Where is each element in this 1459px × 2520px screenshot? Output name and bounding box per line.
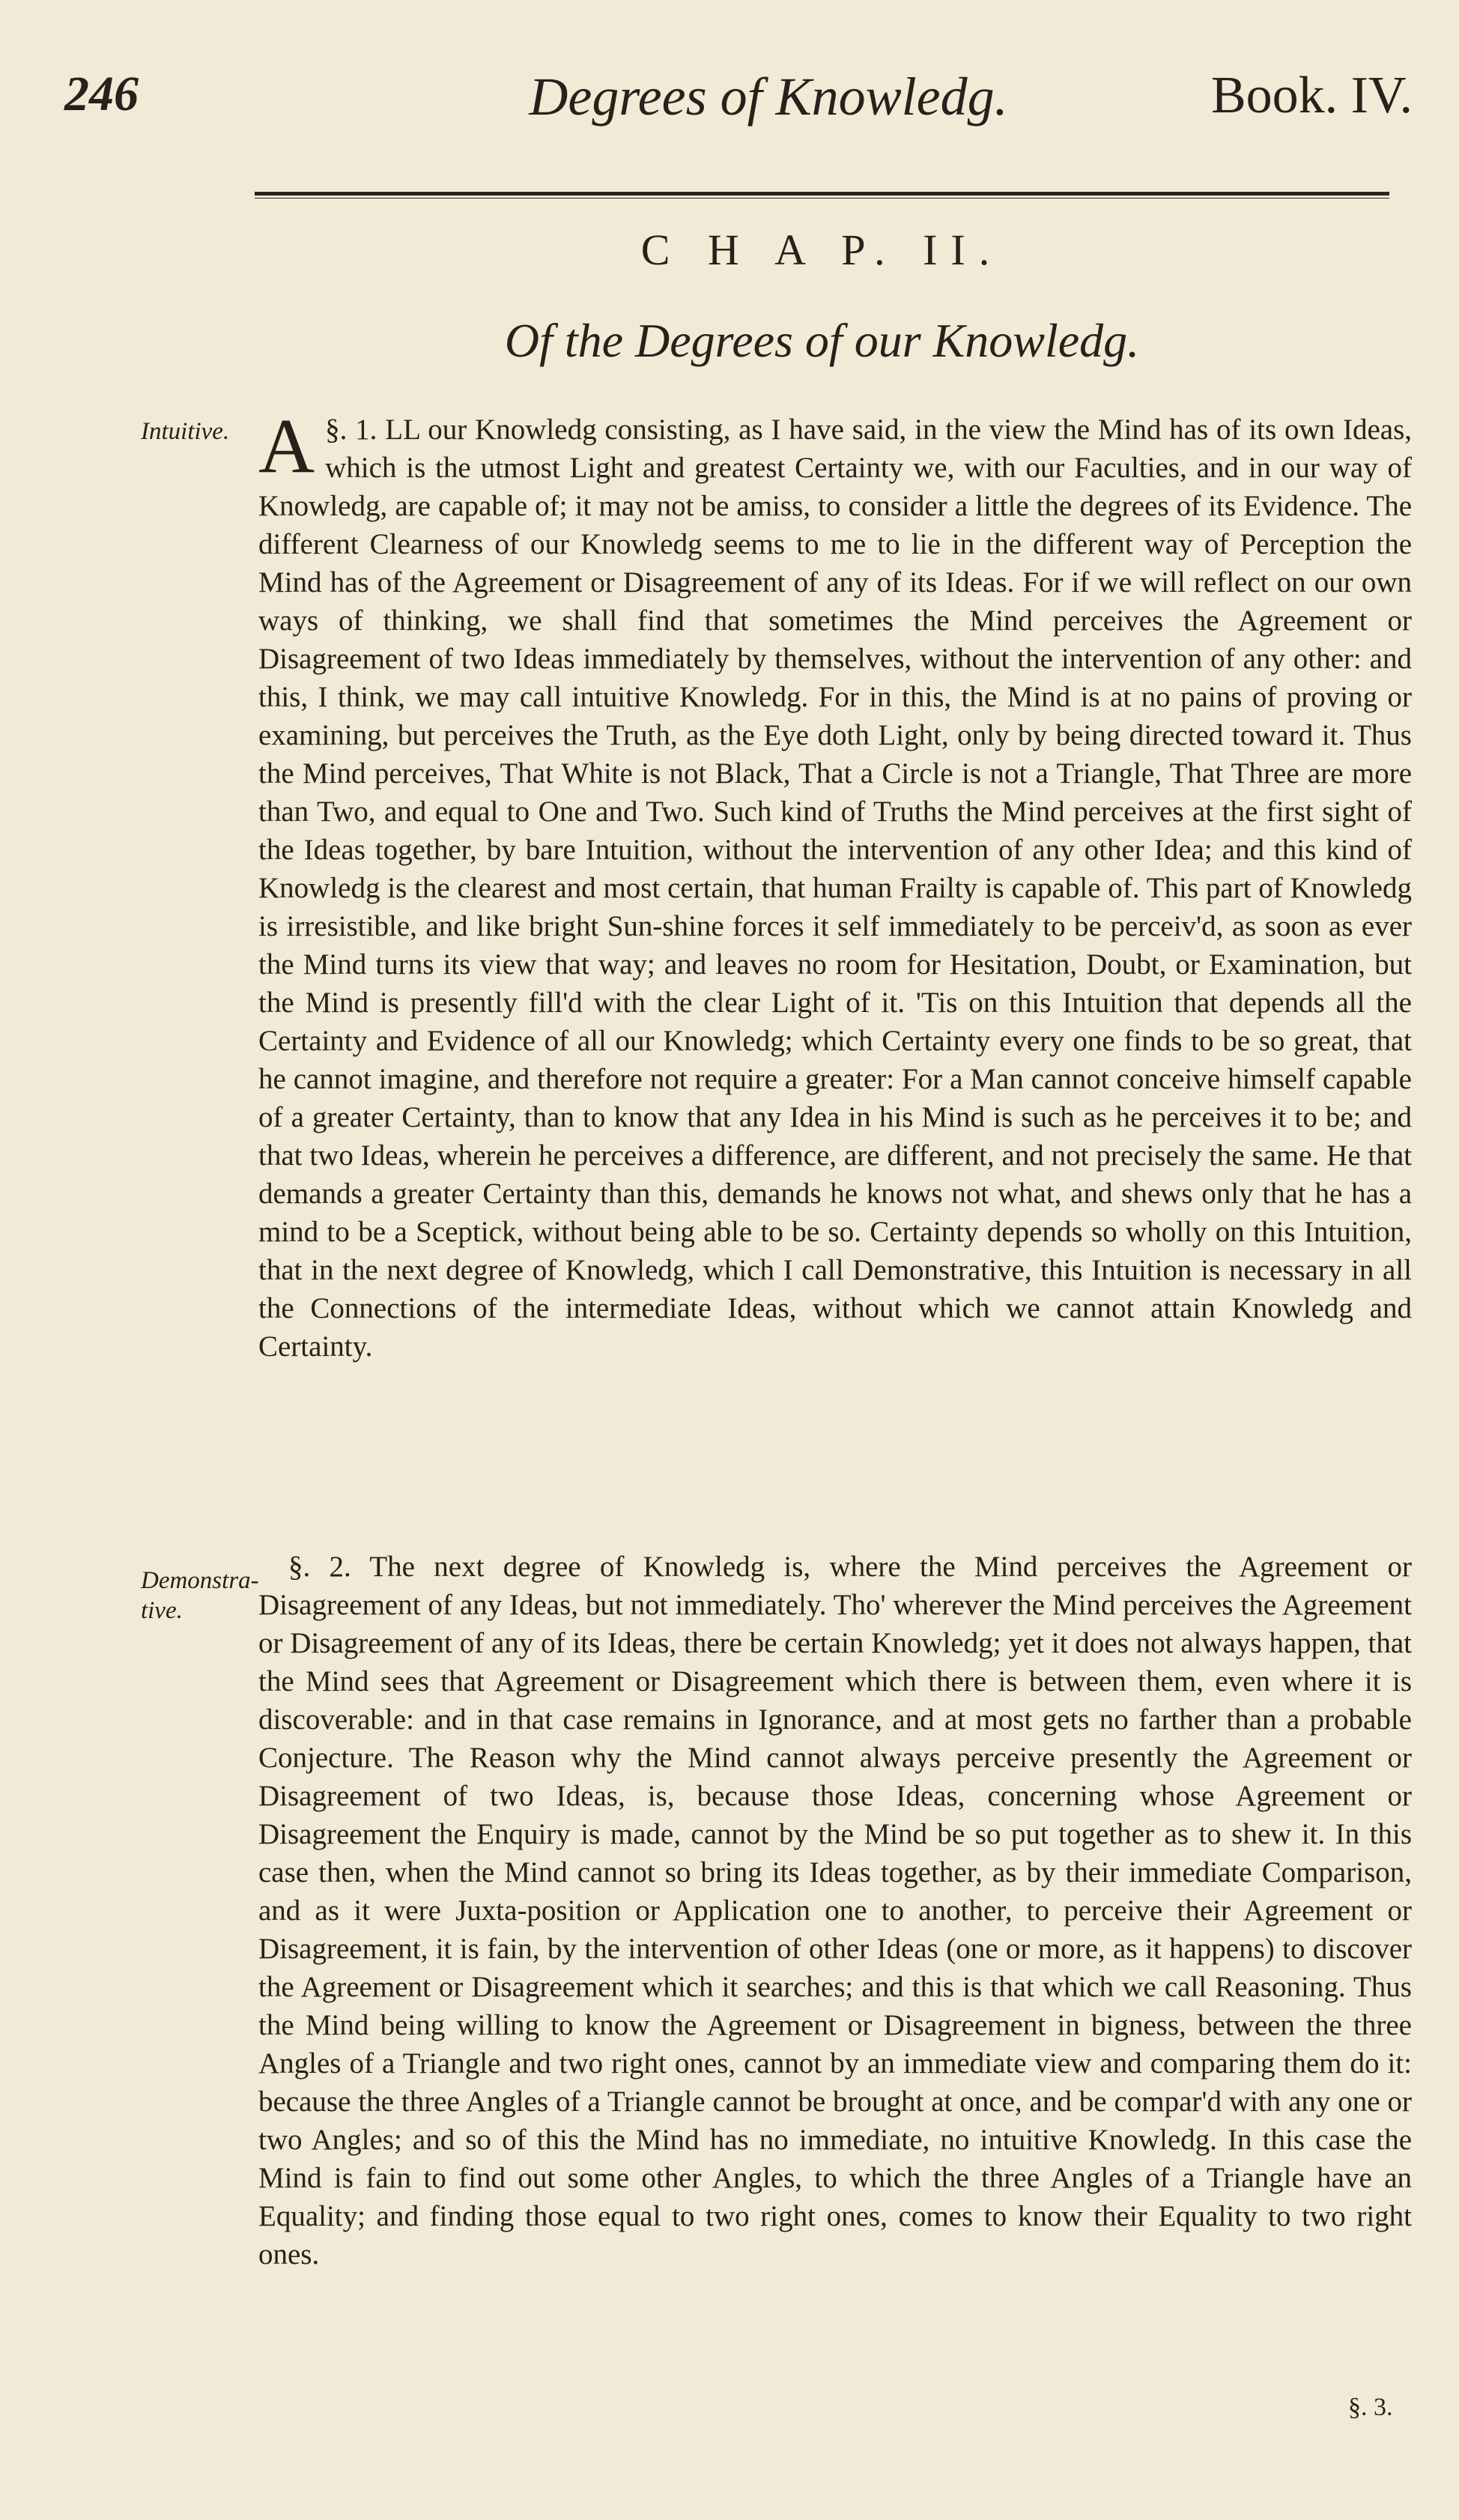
catchword: §. 3. (1348, 2393, 1393, 2421)
header-rule-thin (255, 198, 1389, 199)
paragraph-2 (258, 1548, 1412, 2274)
page-number: 246 (64, 67, 139, 121)
book-label: Book. IV. (1210, 67, 1413, 124)
chapter-number: C H A P. II. (640, 225, 1004, 274)
running-header (64, 66, 1413, 141)
margin-note-demonstrative-2: tive. (141, 1597, 183, 1624)
paragraph-2-text: The next degree of Knowledg is, where the Mind perceives the Agreement or Disagreement of any Ideas, but not immediately. Tho' wherever the Mind perceives the Agreement or Disagreement of any of its Ideas, there be certain Knowledg; yet it does not always happen, that the Mind sees that Agreement or Disagreement which there is between them, even where it is discoverable: and in that case remains in Ignorance, and at most gets no farther than a probable Conjecture. The Reason why the Mind cannot always perceive presently the Agreement or Disagreement of two Ideas, is, because those Ideas, concerning whose Agreement or Disagreement the Enquiry is made, cannot by the Mind be so put together as to shew it. In this case then, when the Mind cannot so bring its Ideas together, as by their immediate Comparison, and as it were Juxta-position or Application one to another, to perceive their Agreement or Disagreement, it is fain, by the intervention of other Ideas (one or more, as it happens) to discover the Agreement or Disagreement which it searches; and this is that which we call Reasoning. Thus the Mind being willing to know the Agreement or Disagreement in bigness, between the three Angles of a Triangle and two right ones, cannot by an immediate view and comparing them do it: because the three Angles of a Triangle cannot be brought at once, and be compar'd with any one or two Angles; and so of this the Mind has no immediate, no intuitive Knowledg. In this case the Mind is fain to find out some other Angles, to which the three Angles of a Triangle have an Equality; and finding those equal to two right ones, comes to know their Equality to two right ones. (258, 1551, 1413, 2271)
paragraph-1-text: LL our Knowledg consisting, as I have said, in the view the Mind has of its own Ideas, which is the utmost Light and greatest Certainty we, with our Faculties, and in our way of Knowledg, are capable of; it may not be amiss, to consider a little the degrees of its Evidence. The different Clearness of our Knowledg seems to me to lie in the different way of Perception the Mind has of the Agreement or Disagreement of any of its Ideas. For if we will reflect on our own ways of thinking, we shall find that sometimes the Mind perceives the Agreement or Disagreement of two Ideas immediately by themselves, without the intervention of any other: and this, I think, we may call intuitive Knowledg. For in this, the Mind is at no pains of proving or examining, but perceives the Truth, as the Eye doth Light, only by being directed toward it. Thus the Mind perceives, That White is not Black, That a Circle is not a Triangle, That Three are more than Two, and equal to One and Two. Such kind of Truths the Mind perceives at the first sight of the Ideas together, by bare Intuition, without the intervention of any other Idea; and this kind of Knowledg is the clearest and most certain, that human Frailty is capable of. This part of Knowledg is irresistible, and like bright Sun-shine forces it self immediately to be perceiv'd, as soon as ever the Mind turns its view that way; and leaves no room for Hesitation, Doubt, or Examination, but the Mind is presently fill'd with the clear Light of it. 'Tis on this Intuition that depends all the Certainty and Evidence of all our Knowledg; which Certainty every one finds to be so great, that he cannot imagine, and therefore not require a greater: For a Man cannot conceive himself capable of a greater Certainty, than to know that any Idea in his Mind is such as he perceives it to be; and that two Ideas, wherein he perceives a difference, are different, and not precisely the same. He that demands a greater Certainty than this, demands he knows not what, and shews only that he has a mind to be a Sceptick, without being able to be so. Certainty depends so wholly on this Intuition, that in the next degree of Knowledg, which I call Demonstrative, this Intuition is necessary in all the Connections of the intermediate Ideas, without which we cannot attain Knowledg and Certainty. (258, 414, 1412, 1363)
running-title: Degrees of Knowledg. (529, 67, 1008, 127)
margin-note-intuitive: Intuitive. (141, 418, 230, 445)
drop-cap: A (258, 403, 315, 489)
chapter-title: Of the Degrees of our Knowledg. (504, 314, 1140, 367)
section-mark-1: §. 1. (325, 414, 377, 446)
paragraph-1 (258, 403, 1412, 1366)
section-mark-2: §. 2. (288, 1551, 351, 1583)
header-rule (255, 192, 1389, 196)
margin-note-demonstrative-1: Demonstra- (141, 1567, 259, 1594)
